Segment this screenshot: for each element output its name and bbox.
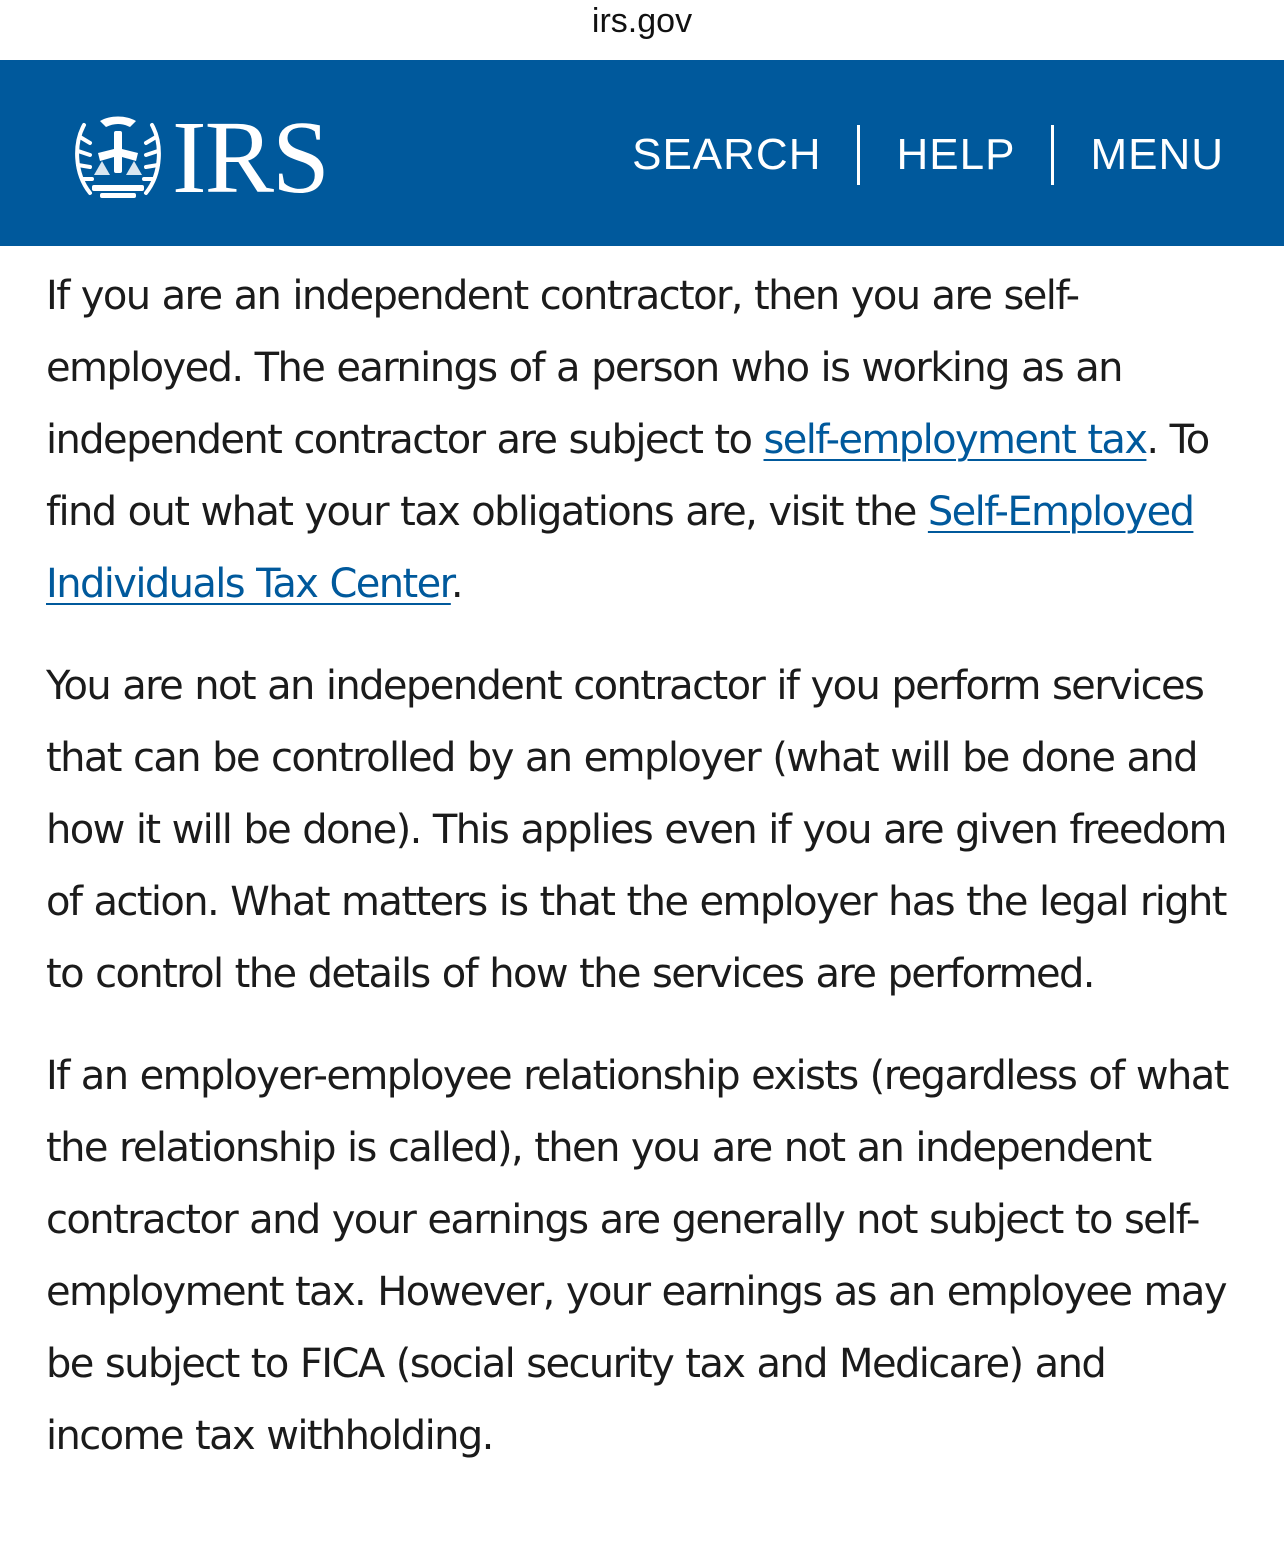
paragraph-text: . bbox=[450, 561, 462, 607]
logo-wordmark: IRS bbox=[172, 100, 328, 215]
article-body bbox=[46, 260, 1246, 1502]
paragraph-employer-employee: If an employer-employee relationship exists (regardless of what the relationship is called), then you are not an independent contractor and your earnings are generally not subject to self-employment tax. However, your earnings as an employee may be subject to FICA (social security tax and Medicare) and income tax withholding. bbox=[46, 1053, 1228, 1459]
nav-divider bbox=[1051, 125, 1054, 185]
url-text: irs.gov bbox=[591, 1, 693, 40]
paragraph-text: . To find out what your tax obligations are, visit the bbox=[46, 417, 1209, 535]
browser-url-bar[interactable] bbox=[0, 0, 1284, 60]
nav-divider bbox=[857, 125, 860, 185]
eagle-seal-icon bbox=[70, 113, 166, 203]
site-header bbox=[0, 60, 1284, 246]
paragraph-not-contractor: You are not an independent contractor if you perform services that can be controlled by an employer (what will be done and how it will be done). This applies even if you are given freedom of action. What matters is that the employer has the legal right to control the details of how the services are performed. bbox=[46, 663, 1226, 997]
self-employed-tax-center-link[interactable]: Self-Employed Individuals Tax Center bbox=[46, 489, 1194, 607]
irs-logo[interactable] bbox=[70, 100, 328, 215]
self-employment-tax-link[interactable]: self-employment tax bbox=[763, 417, 1147, 463]
nav-search[interactable]: SEARCH bbox=[632, 130, 822, 179]
nav-help[interactable]: HELP bbox=[896, 130, 1016, 179]
paragraph-self-employed bbox=[46, 260, 1246, 620]
nav-menu[interactable]: MENU bbox=[1090, 130, 1224, 179]
paragraph-text: If you are an independent contractor, then you are self-employed. The earnings of a person who is working as an independent contractor are subject to bbox=[46, 273, 1122, 463]
header-nav bbox=[632, 124, 1224, 186]
